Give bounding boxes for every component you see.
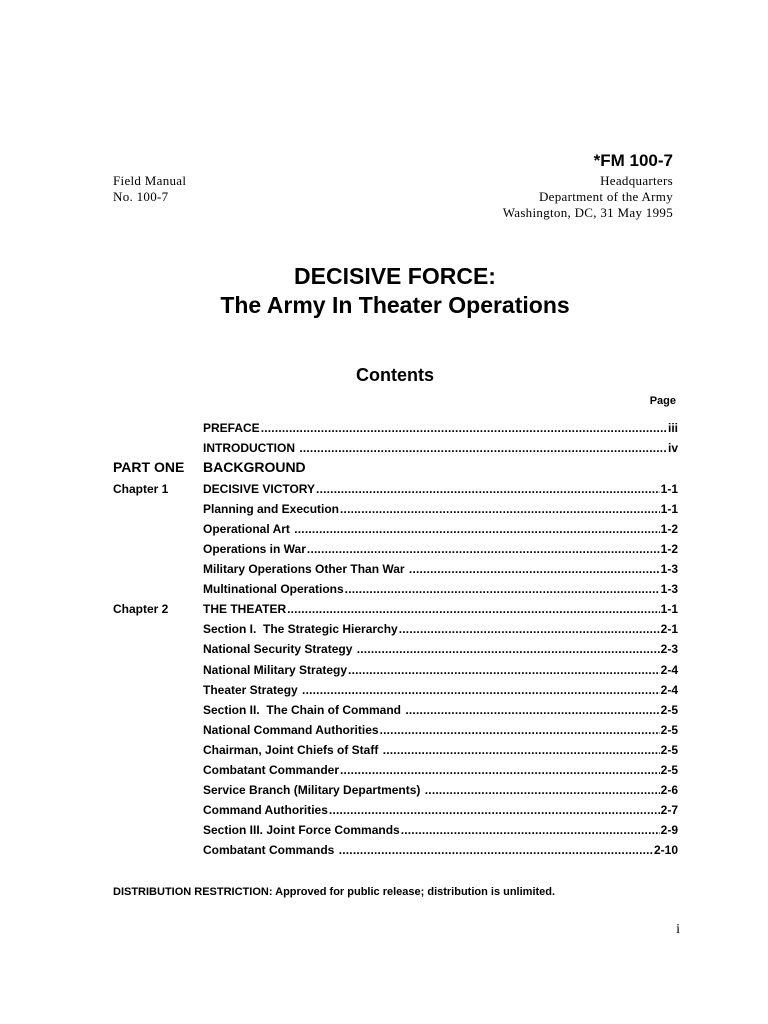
dot-leader — [294, 522, 659, 536]
dot-leader — [383, 743, 660, 757]
toc-entry — [113, 680, 678, 700]
toc-entry-title: Combatant Commander — [203, 763, 340, 777]
toc-page-number: 1-3 — [660, 562, 678, 577]
toc-division-label: PART ONE — [113, 459, 185, 476]
dot-leader — [302, 683, 660, 697]
toc-entry-title: INTRODUCTION — [203, 441, 299, 456]
toc-entry-line — [203, 663, 678, 677]
toc-entry-title: Section II. The Chain of Command — [203, 702, 405, 717]
toc-page-number: 1-2 — [660, 521, 678, 536]
toc-entry-title: BACKGROUND — [203, 459, 306, 476]
toc-entry-line — [203, 542, 678, 556]
toc-page-number: 2-5 — [660, 742, 678, 757]
dot-leader — [261, 421, 667, 435]
toc-page-number: 2-5 — [660, 763, 678, 777]
toc-entry-title: Multinational Operations — [203, 582, 344, 597]
toc-entry-title: Operations in War — [203, 541, 306, 556]
toc-entry-title: Chairman, Joint Chiefs of Staff — [203, 742, 382, 757]
toc-entry-line — [203, 602, 678, 616]
toc-page-number: 2-3 — [660, 642, 678, 657]
table-of-contents — [113, 418, 678, 860]
toc-entry-line — [203, 482, 678, 496]
toc-entry-title: National Military Strategy — [203, 662, 348, 677]
toc-entry — [113, 499, 678, 519]
toc-entry-title: Command Authorities — [203, 803, 328, 818]
toc-entry-title: DECISIVE VICTORY — [203, 481, 316, 496]
toc-page-number: 2-9 — [660, 823, 678, 838]
toc-entry-line — [203, 502, 678, 516]
toc-entry-line — [203, 642, 678, 656]
toc-entry — [113, 479, 678, 499]
toc-entry — [113, 760, 678, 780]
toc-entry-title: Section III. Joint Force Commands — [203, 823, 400, 838]
toc-page-number: 2-4 — [660, 682, 678, 697]
toc-page-number: 1-3 — [660, 582, 678, 597]
dot-leader — [287, 602, 660, 616]
toc-entry-line — [203, 683, 678, 697]
toc-entry — [113, 418, 678, 438]
toc-entry-title: Section I. The Strategic Hierarchy — [203, 622, 398, 637]
location-date: Washington, DC, 31 May 1995 — [502, 205, 673, 220]
contents-heading: Contents — [356, 365, 434, 385]
toc-page-number: 2-1 — [660, 622, 678, 637]
toc-entry-line — [203, 803, 678, 817]
page-column-label: Page — [649, 395, 676, 407]
dot-leader — [340, 763, 660, 777]
toc-entry — [113, 559, 678, 579]
distribution-restriction: DISTRIBUTION RESTRICTION: Approved for public release; distribution is unlimited. — [113, 886, 556, 898]
toc-entry-title: Operational Art — [203, 521, 294, 536]
toc-entry-line — [203, 622, 678, 636]
dot-leader — [340, 502, 660, 516]
toc-entry-title: Planning and Execution — [203, 501, 340, 516]
toc-entry-line — [203, 522, 678, 536]
dot-leader — [357, 642, 660, 656]
toc-entry — [113, 800, 678, 820]
toc-entry-title: Service Branch (Military Departments) — [203, 783, 424, 798]
toc-entry-line — [203, 763, 678, 777]
toc-entry-line — [203, 562, 678, 576]
fm-number: *FM 100-7 — [593, 151, 673, 170]
toc-entry-line — [203, 441, 678, 455]
page-number: i — [676, 922, 680, 937]
toc-page-number: 2-6 — [660, 783, 678, 798]
toc-page-number: 2-4 — [660, 662, 678, 677]
toc-division-label: Chapter 2 — [113, 602, 169, 617]
dot-leader — [380, 723, 660, 737]
toc-entry-line — [203, 421, 678, 435]
toc-page-number: 1-2 — [660, 541, 678, 556]
toc-page-number: iii — [667, 421, 678, 435]
toc-page-number: 1-1 — [660, 501, 678, 516]
field-manual-label: Field Manual — [113, 173, 187, 188]
toc-entry — [113, 619, 678, 639]
toc-entry-line — [203, 843, 678, 857]
toc-entry — [113, 438, 678, 458]
toc-entry-line — [203, 582, 678, 596]
toc-entry — [113, 820, 678, 840]
document-title-line2: The Army In Theater Operations — [220, 292, 570, 318]
manual-number: No. 100-7 — [113, 189, 169, 204]
toc-entry — [113, 660, 678, 680]
dot-leader — [339, 843, 653, 857]
toc-entry-line — [203, 703, 678, 717]
toc-entry — [113, 780, 678, 800]
dot-leader — [405, 703, 659, 717]
toc-entry-title: Military Operations Other Than War — [203, 562, 408, 577]
dot-leader — [345, 582, 660, 596]
dot-leader — [399, 622, 660, 636]
toc-entry-line — [203, 823, 678, 837]
dot-leader — [401, 823, 660, 837]
toc-page-number: 2-10 — [653, 843, 678, 858]
toc-entry — [113, 639, 678, 659]
dot-leader — [409, 562, 660, 576]
dot-leader — [329, 803, 660, 817]
toc-entry — [113, 840, 678, 860]
toc-page-number: 1-1 — [660, 602, 678, 617]
toc-entry-line — [203, 783, 678, 797]
toc-entry — [113, 599, 678, 619]
toc-entry — [113, 458, 678, 479]
dot-leader — [425, 783, 660, 797]
toc-page-number: 2-5 — [660, 702, 678, 717]
toc-page-number: iv — [667, 441, 678, 456]
toc-entry — [113, 720, 678, 740]
toc-entry-line — [203, 743, 678, 757]
toc-entry-title: Combatant Commands — [203, 843, 338, 858]
dot-leader — [307, 542, 660, 556]
toc-entry-title: PREFACE — [203, 421, 260, 435]
toc-entry — [113, 519, 678, 539]
document-title-line1: DECISIVE FORCE: — [294, 263, 496, 289]
toc-entry — [113, 740, 678, 760]
toc-entry-line — [203, 459, 678, 475]
toc-entry-title: Theater Strategy — [203, 682, 302, 697]
toc-entry — [113, 539, 678, 559]
headquarters-label: Headquarters — [600, 173, 673, 188]
toc-division-label: Chapter 1 — [113, 481, 169, 496]
dot-leader — [316, 482, 660, 496]
toc-page-number: 1-1 — [660, 481, 678, 496]
toc-page-number: 2-7 — [660, 803, 678, 818]
toc-entry-title: THE THEATER — [203, 602, 287, 617]
toc-entry — [113, 700, 678, 720]
toc-entry-title: National Security Strategy — [203, 642, 356, 657]
dot-leader — [348, 663, 660, 677]
toc-page-number: 2-5 — [660, 722, 678, 737]
toc-entry-title: National Command Authorities — [203, 722, 379, 737]
toc-entry-line — [203, 723, 678, 737]
dot-leader — [299, 441, 667, 455]
toc-entry — [113, 579, 678, 599]
department-label: Department of the Army — [538, 189, 673, 204]
